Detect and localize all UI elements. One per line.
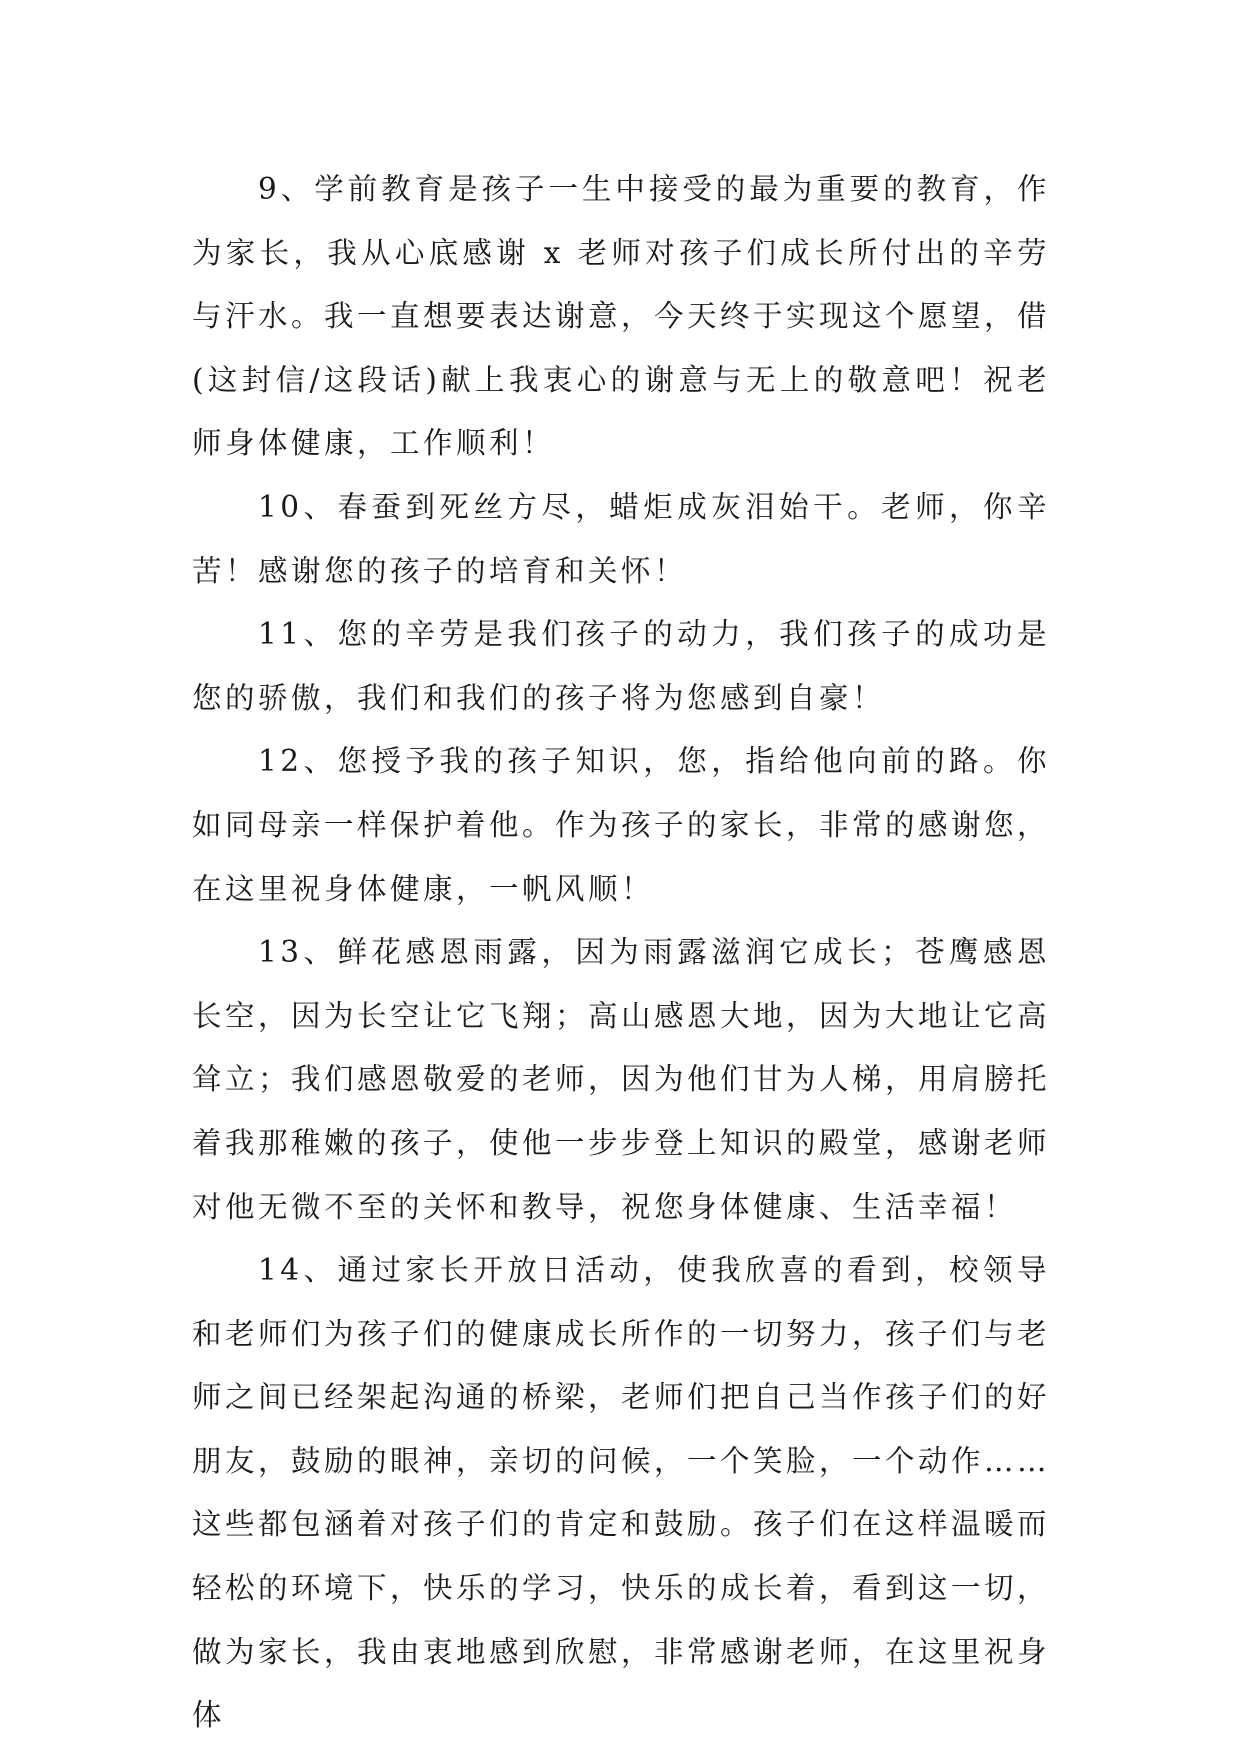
paragraph-10: 10、春蚕到死丝方尽，蜡炬成灰泪始干。老师，你辛苦！感谢您的孩子的培育和关怀！ (192, 489, 1050, 588)
document-body (192, 158, 1050, 1748)
paragraph-11: 11、您的辛劳是我们孩子的动力，我们孩子的成功是您的骄傲，我们和我们的孩子将为您感到自豪！ (192, 617, 1050, 715)
paragraph-14: 14、通过家长开放日活动，使我欣喜的看到，校领导和老师们为孩子们的健康成长所作的一切努力，孩子们与老师之间已经架起沟通的桥梁，老师们把自己当作孩子们的好朋友，鼓励的眼神，亲切的问候，一个笑脸，一个动作……这些都包涵着对孩子们的肯定和鼓励。孩子们在这样温暖而轻松的环境下，快乐的学习，快乐的成长着，看到这一切，做为家长，我由衷地感到欣慰，非常感谢老师，在这里祝身体 (192, 1253, 1051, 1733)
paragraph-12: 12、您授予我的孩子知识，您，指给他向前的路。你如同母亲一样保护着他。作为孩子的家长，非常的感谢您，在这里祝身体健康，一帆风顺！ (192, 744, 1051, 906)
paragraph-13: 13、鲜花感恩雨露，因为雨露滋润它成长；苍鹰感恩长空，因为长空让它飞翔；高山感恩大地，因为大地让它高耸立；我们感恩敬爱的老师，因为他们甘为人梯，用肩膀托着我那稚嫩的孩子，使他一步步登上知识的殿堂，感谢老师对他无微不至的关怀和教导，祝您身体健康、生活幸福！ (192, 935, 1051, 1224)
paragraph-9: 9、学前教育是孩子一生中接受的最为重要的教育，作为家长，我从心底感谢 x 老师对孩子们成长所付出的辛劳与汗水。我一直想要表达谢意，今天终于实现这个愿望，借(这封信/这段话)献上我衷心的谢意与无上的敬意吧！祝老师身体健康，工作顺利！ (192, 172, 1051, 461)
